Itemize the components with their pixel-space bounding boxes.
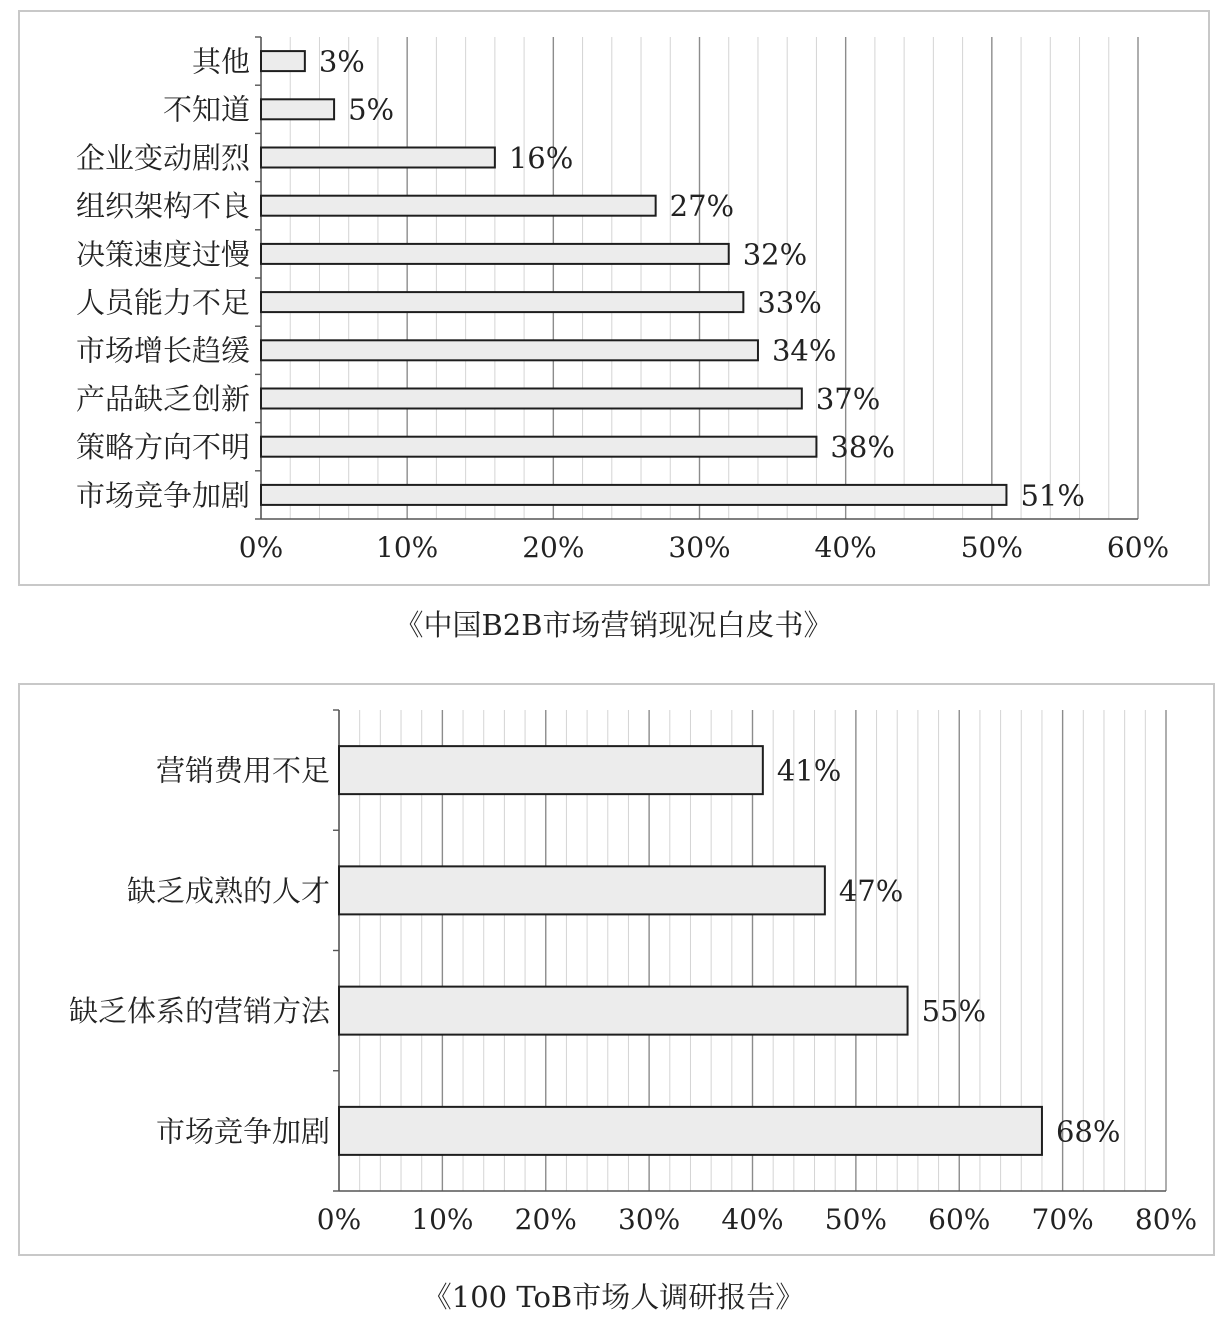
category-label: 缺乏体系的营销方法: [68, 994, 330, 1029]
category-label: 策略方向不明: [75, 430, 250, 465]
x-tick-label: 0%: [238, 531, 284, 564]
category-label: 营销费用不足: [155, 753, 330, 788]
data-label: 32%: [742, 237, 808, 272]
bar: [261, 99, 334, 119]
bar: [261, 51, 305, 71]
x-tick-label: 10%: [411, 1203, 474, 1236]
category-label: 市场增长趋缓: [75, 333, 250, 368]
category-label: 人员能力不足: [75, 285, 250, 320]
x-tick-label: 20%: [522, 531, 585, 564]
x-tick-label: 10%: [376, 531, 439, 564]
x-tick-label: 0%: [316, 1203, 362, 1236]
data-label: 38%: [830, 430, 895, 465]
bar: [261, 148, 495, 168]
bar: [261, 196, 656, 216]
chart-1-caption: 《中国B2B市场营销现况白皮书》: [394, 608, 833, 642]
bar: [261, 244, 729, 264]
category-label: 缺乏成熟的人才: [126, 873, 330, 908]
x-tick-label: 60%: [1106, 531, 1170, 564]
chart-1: [76, 37, 1169, 564]
category-label: 市场竞争加剧: [75, 478, 250, 513]
category-label: 不知道: [162, 92, 250, 127]
bar: [339, 746, 763, 794]
bar: [261, 485, 1006, 505]
data-label: 16%: [508, 140, 574, 175]
x-tick-label: 80%: [1134, 1203, 1198, 1236]
bar: [339, 866, 825, 914]
data-label: 3%: [318, 44, 365, 79]
category-label: 其他: [191, 44, 250, 79]
x-tick-label: 70%: [1031, 1203, 1094, 1236]
bar: [261, 437, 816, 457]
data-label: 34%: [771, 333, 837, 368]
data-label: 27%: [669, 189, 735, 224]
x-tick-label: 40%: [814, 531, 877, 564]
data-label: 55%: [921, 994, 987, 1029]
x-tick-label: 40%: [721, 1203, 784, 1236]
category-label: 决策速度过慢: [75, 237, 250, 272]
x-tick-label: 60%: [928, 1203, 991, 1236]
bar: [261, 389, 802, 409]
chart-2-caption: 《100 ToB市场人调研报告》: [422, 1280, 805, 1314]
data-label: 5%: [348, 92, 395, 127]
data-label: 51%: [1020, 478, 1085, 513]
chart-2: [69, 710, 1197, 1236]
category-label: 组织架构不良: [75, 189, 250, 224]
bar: [261, 340, 758, 360]
bar: [261, 292, 743, 312]
bar: [339, 987, 908, 1035]
data-label: 68%: [1055, 1114, 1121, 1149]
x-tick-label: 50%: [960, 531, 1023, 564]
data-label: 47%: [838, 873, 904, 908]
data-label: 33%: [757, 285, 822, 320]
x-tick-label: 50%: [824, 1203, 887, 1236]
x-tick-label: 30%: [668, 531, 731, 564]
category-label: 市场竞争加剧: [155, 1114, 330, 1149]
x-tick-label: 20%: [514, 1203, 577, 1236]
bar: [339, 1107, 1042, 1155]
data-label: 41%: [776, 753, 842, 788]
category-label: 产品缺乏创新: [75, 381, 250, 416]
data-label: 37%: [815, 381, 881, 416]
x-tick-label: 30%: [618, 1203, 681, 1236]
category-label: 企业变动剧烈: [75, 140, 250, 175]
